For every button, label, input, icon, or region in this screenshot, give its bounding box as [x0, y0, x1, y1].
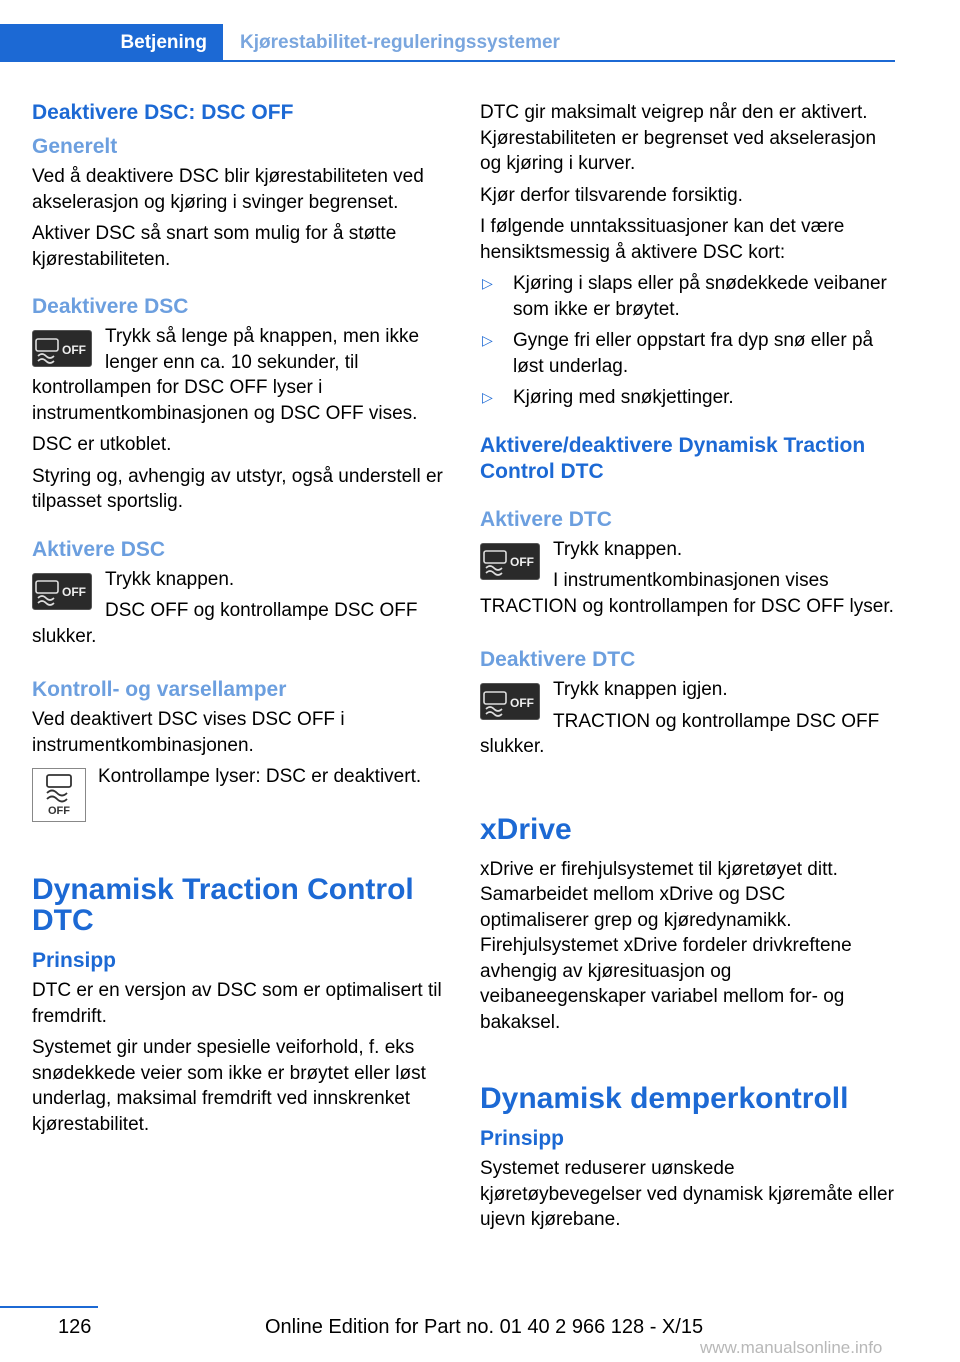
- off-label: OFF: [62, 342, 86, 357]
- paragraph: DTC gir maksimalt veigrep når den er aktivert. Kjørestabiliteten er begrenset ved akselerasjon og kjøring i kurver.: [480, 102, 877, 174]
- heading-dynamic-traction-control: Dynamisk Traction Control DTC: [32, 873, 414, 937]
- heading-xdrive: xDrive: [480, 812, 572, 846]
- paragraph: Trykk knappen.: [553, 538, 683, 560]
- page-header: [0, 24, 895, 62]
- off-label: OFF: [48, 805, 70, 817]
- heading-deactivate-dsc: Deaktivere DSC: [32, 295, 189, 318]
- paragraph: Kjør derfor tilsvarende forsiktig.: [480, 184, 743, 206]
- off-label: OFF: [510, 695, 534, 710]
- paragraph: Trykk knappen igjen.: [553, 679, 728, 700]
- paragraph: DSC OFF og kontrollampe DSC OFF slukker.: [32, 600, 418, 647]
- heading-general: Generelt: [32, 135, 118, 158]
- list-item: ▷ Kjøring i slaps eller på snødekkede veibaner som ikke er brøytet.: [482, 273, 887, 320]
- paragraph: DTC er en versjon av DSC som er optimalisert til fremdrift.: [32, 980, 442, 1027]
- left-column: [32, 100, 450, 1143]
- page-number: 126: [58, 1316, 92, 1338]
- heading-dynamic-damper-control: Dynamisk demperkontroll: [480, 1082, 849, 1115]
- paragraph: xDrive er firehjulsystemet til kjøretøyet ditt. Samarbeidet mellom xDrive og DSC optimaliserer grep og kjøredynamikk. Firehjulsystemet xDrive fordeler drivkreftene avhengig av kjøresituasjon og veibaneegenskaper variabel mellom for- og bakaksel.: [480, 858, 852, 1033]
- heading-warning-lamps: Kontroll- og varsellamper: [32, 678, 287, 701]
- dtc-off-button-icon: [480, 683, 540, 720]
- paragraph: I instrumentkombinasjonen vises TRACTION og kontrollampen for DSC OFF lyser.: [480, 570, 894, 617]
- paragraph: TRACTION og kontrollampe DSC OFF slukker.: [480, 710, 880, 757]
- arrow-icon: ▷: [482, 389, 493, 405]
- paragraph: Systemet gir under spesielle veiforhold, f. eks snødekkede veier som ikke er brøytet eller løst underlag, maksimal fremdrift ved innskrenket kjørestabilitet.: [32, 1037, 426, 1135]
- paragraph: Aktiver DSC så snart som mulig for å støtte kjørestabiliteten.: [32, 223, 397, 270]
- dsc-off-indicator-icon: [32, 768, 86, 822]
- bullet-list: [480, 271, 898, 411]
- heading-principle: Prinsipp: [32, 949, 117, 972]
- paragraph: Ved å deaktivere DSC blir kjørestabiliteten ved akselerasjon og kjøring i svinger begrenset.: [32, 166, 424, 213]
- footer-rule: [0, 1306, 98, 1308]
- paragraph: Systemet reduserer uønskede kjøretøybevegelser ved dynamisk kjøremåte eller ujevn kjørebane.: [480, 1158, 894, 1230]
- heading-principle: Prinsipp: [480, 1127, 565, 1150]
- dsc-off-button-icon: [32, 330, 92, 367]
- paragraph: I følgende unntakssituasjoner kan det være hensiktsmessig å aktivere DSC kort:: [480, 216, 845, 263]
- watermark: www.manualsonline.info: [700, 1338, 883, 1357]
- heading-deactivate-dsc-off: Deaktivere DSC: DSC OFF: [32, 101, 294, 124]
- off-label: OFF: [510, 555, 534, 569]
- paragraph: Ved deaktivert DSC vises DSC OFF i instrumentkombinasjonen.: [32, 709, 345, 756]
- paragraph: Trykk så lenge på knappen, men ikke lenger enn ca. 10 sekunder, til kontrollampen for DSC OFF lyser i instrumentkombinasjonen og DSC OFF vises.: [32, 326, 420, 424]
- dsc-off-button-icon: [32, 573, 92, 610]
- edition-text: Online Edition for Part no. 01 40 2 966 128 - X/15: [265, 1316, 704, 1338]
- heading-deactivate-dtc: Deaktivere DTC: [480, 648, 636, 671]
- heading-activate-dtc: Aktivere DTC: [480, 507, 612, 531]
- heading-activate-dsc: Aktivere DSC: [32, 537, 166, 561]
- header-rule: [0, 60, 895, 62]
- arrow-icon: ▷: [482, 275, 493, 291]
- dtc-off-button-icon: [480, 543, 540, 580]
- arrow-icon: ▷: [482, 332, 493, 348]
- paragraph: Styring og, avhengig av utstyr, også understell er tilpasset sportslig.: [32, 465, 443, 512]
- heading-toggle-dtc: Aktivere/deaktivere Dynamisk Traction Control DTC: [480, 433, 866, 483]
- paragraph: Trykk knappen.: [105, 568, 235, 590]
- chapter-tab: Betjening: [0, 24, 223, 62]
- paragraph: Kontrollampe lyser: DSC er deaktivert.: [98, 766, 422, 787]
- list-item: ▷ Gynge fri eller oppstart fra dyp snø eller på løst underlag.: [482, 330, 874, 377]
- off-label: OFF: [62, 585, 86, 599]
- list-item: ▷ Kjøring med snøkjettinger.: [480, 385, 898, 411]
- paragraph: DSC er utkoblet.: [32, 434, 172, 455]
- section-title: Kjørestabilitet-reguleringssystemer: [240, 32, 560, 53]
- right-column: [480, 100, 898, 1239]
